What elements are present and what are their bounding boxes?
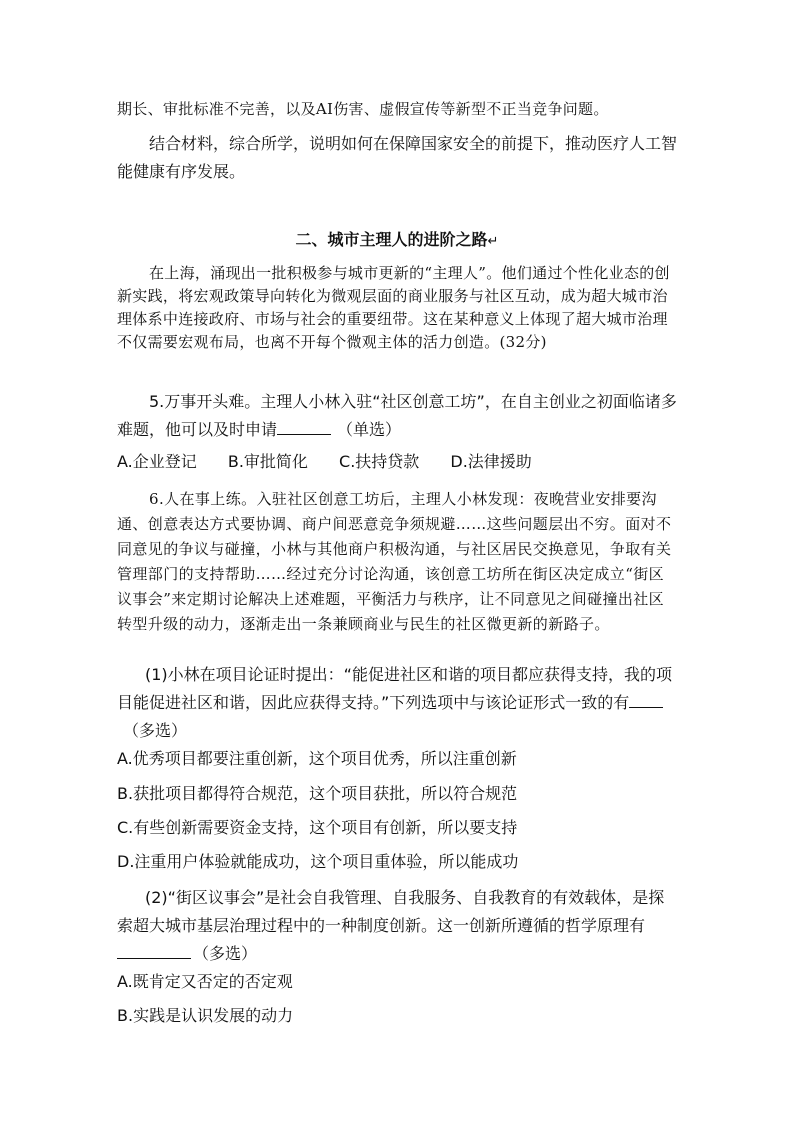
section-title xyxy=(0,228,794,254)
question-prompt: 结合材料，综合所学，说明如何在保障国家安全的前提下，推动医疗人工智能健康有序发展。 xyxy=(117,134,678,181)
answer-blank[interactable] xyxy=(117,942,191,959)
q6-sub2-option-a: A.既肯定又否定的否定观 xyxy=(117,972,293,991)
q6-sub1-stem-text: (1)小林在项目论证时提出：“能促进社区和谐的项目都应获得支持，我的项目能促进社区和谐，因此应获得支持。”下列选项中与该论证形式一致的有 xyxy=(117,665,672,712)
q6-sub1-tail: （多选） xyxy=(123,721,188,740)
q5-option-a: A.企业登记 xyxy=(117,452,197,471)
section-title-text: 二、城市主理人的进阶之路 xyxy=(295,230,488,249)
section-intro: 在上海，涌现出一批积极参与城市更新的“主理人”。他们通过个性化业态的创新实践，将宏观政策导向转化为微观层面的商业服务与社区互动，成为超大城市治理体系中连接政府、市场与社会的重要纽带。这在某种意义上体现了超大城市治理不仅需要宏观布局，也离不开每个微观主体的活力创造。(32分) xyxy=(117,264,670,351)
q5-options xyxy=(117,450,558,474)
continued-text-line: 期长、审批标准不完善，以及AI伤害、虚假宣传等新型不正当竞争问题。 xyxy=(117,100,609,118)
q6-sub2-stem xyxy=(117,884,677,968)
q6-sub1-option-d: D.注重用户体验就能成功，这个项目重体验，所以能成功 xyxy=(117,852,519,871)
q5-option-c: C.扶持贷款 xyxy=(339,452,420,471)
q6-sub1-stem xyxy=(117,661,677,745)
q6-sub1-option-b: B.获批项目都得符合规范，这个项目获批，所以符合规范 xyxy=(117,784,518,803)
q5-stem xyxy=(117,388,677,444)
q6-sub2-tail: （多选） xyxy=(193,944,258,963)
q5-stem-text: 5.万事开头难。主理人小林入驻“社区创意工坊”，在自主创业之初面临诸多难题，他可以及时申请 xyxy=(117,392,677,439)
q6-sub1-option-c: C.有些创新需要资金支持，这个项目有创新，所以要支持 xyxy=(117,818,518,837)
q5-option-d: D.法律援助 xyxy=(450,452,532,471)
q6-sub1-option-a: A.优秀项目都要注重创新，这个项目优秀，所以注重创新 xyxy=(117,749,517,768)
q6-sub2-stem-text: (2)“街区议事会”是社会自我管理、自我服务、自我教育的有效载体，是探索超大城市基层治理过程中的一种制度创新。这一创新所遵循的哲学原理有 xyxy=(117,888,665,935)
answer-blank[interactable] xyxy=(629,691,663,708)
q6-material: 6.人在事上练。入驻社区创意工坊后，主理人小林发现：夜晚营业安排要沟通、创意表达方式要协调、商户间恶意竞争须规避……这些问题层出不穷。面对不同意见的争议与碰撞，小林与其他商户积极沟通，与社区居民交换意见，争取有关管理部门的支持帮助……经过充分讨论沟通，该创意工坊所在街区决定成立“街区议事会”来定期讨论解决上述难题，平衡活力与秩序，让不同意见之间碰撞出社区转型升级的动力，逐渐走出一条兼顾商业与民生的社区微更新的新路子。 xyxy=(117,490,672,633)
q5-tail: （单选） xyxy=(337,420,402,439)
q5-option-b: B.审批简化 xyxy=(227,452,308,471)
q6-sub2-option-b: B.实践是认识发展的动力 xyxy=(117,1006,294,1025)
answer-blank[interactable] xyxy=(277,418,331,435)
return-mark: ↵ xyxy=(487,234,499,249)
